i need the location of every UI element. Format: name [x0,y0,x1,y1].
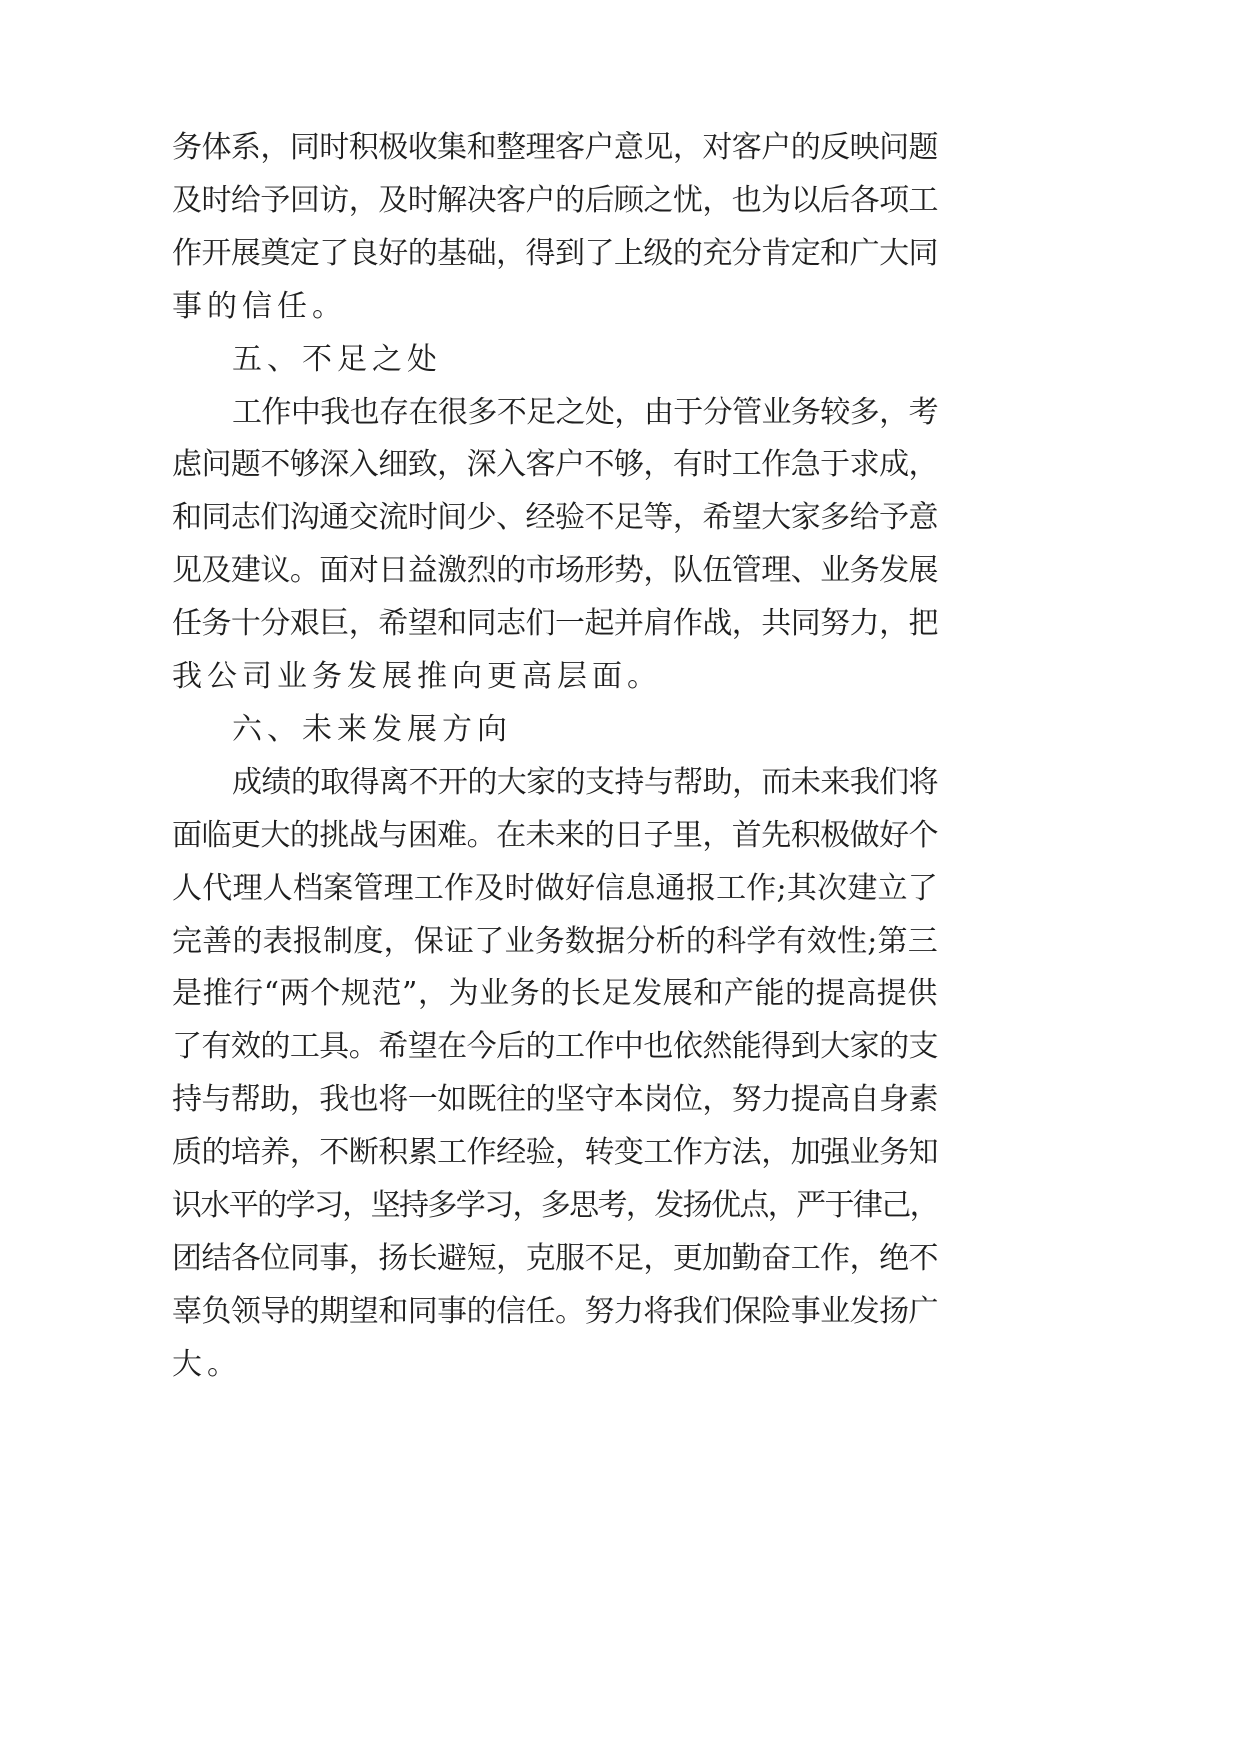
text-line: 识水平的学习，坚持多学习，多思考，发扬优点，严于律己， [172,1188,938,1223]
text-line: 工作中我也存在很多不足之处，由于分管业务较多，考 [232,395,939,430]
text-line: 是推行“两个规范”，为业务的长足发展和产能的提高提供 [172,976,938,1011]
text-line: 持与帮助，我也将一如既往的坚守本岗位，努力提高自身素 [172,1082,939,1117]
text-line: 完善的表报制度，保证了业务数据分析的科学有效性;第三 [172,924,939,959]
text-line: 质的培养，不断积累工作经验，转变工作方法，加强业务知 [172,1135,939,1170]
text-line: 大。 [172,1347,242,1382]
text-line: 团结各位同事，扬长避短，克服不足，更加勤奋工作，绝不 [172,1241,939,1276]
text-line: 我公司业务发展推向更高层面。 [172,659,662,694]
text-line: 及时给予回访，及时解决客户的后顾之忧，也为以后各项工 [172,183,939,218]
text-line: 务体系，同时积极收集和整理客户意见，对客户的反映问题 [172,130,939,165]
text-line: 见及建议。面对日益激烈的市场形势，队伍管理、业务发展 [172,553,939,588]
text-line: 人代理人档案管理工作及时做好信息通报工作;其次建立了 [172,871,939,906]
text-line: 任务十分艰巨，希望和同志们一起并肩作战，共同努力，把 [172,606,939,641]
section-heading: 五、不足之处 [232,342,442,377]
text-line: 作开展奠定了良好的基础，得到了上级的充分肯定和广大同 [172,236,939,271]
text-line: 了有效的工具。希望在今后的工作中也依然能得到大家的支 [172,1029,939,1064]
text-line: 和同志们沟通交流时间少、经验不足等，希望大家多给予意 [172,500,939,535]
text-line: 虑问题不够深入细致，深入客户不够，有时工作急于求成， [172,447,939,482]
text-line: 事的信任。 [172,289,347,324]
text-line: 面临更大的挑战与困难。在未来的日子里，首先积极做好个 [172,818,939,853]
text-line: 成绩的取得离不开的大家的支持与帮助，而未来我们将 [232,765,939,800]
text-line: 辜负领导的期望和同事的信任。努力将我们保险事业发扬广 [172,1294,939,1329]
section-heading: 六、未来发展方向 [232,712,512,747]
